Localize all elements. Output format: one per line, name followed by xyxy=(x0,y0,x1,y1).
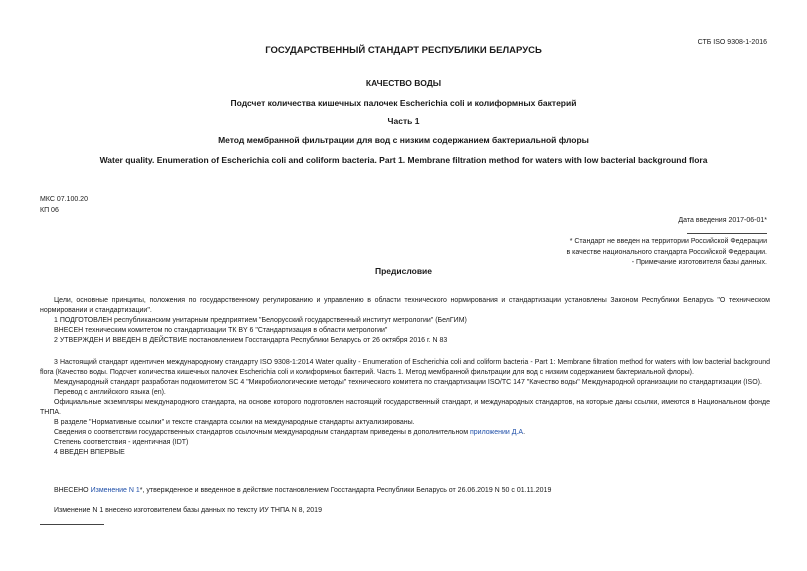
paragraph: 3 Настоящий стандарт идентичен международному стандарту ISO 9308-1:2014 Water quality - Enumeration of Escherichia coli and coliform bacteria - Part 1: Membrane filtration method for waters with low bacterial background flora (Качество воды. Подсчет количества кишечных палочек Escherichia coli и колиформных бактерий. Часть 1. Метод мембранной фильтрации для вод с низким содержанием бактериальной флоры). xyxy=(40,359,770,376)
document-subtitle: Подсчет количества кишечных палочек Escherichia coli и колиформных бактерий xyxy=(230,98,577,108)
preface-block-2 xyxy=(40,358,770,458)
paragraph: В разделе "Нормативные ссылки" и тексте стандарта ссылки на международные стандарты актуализированы. xyxy=(54,419,415,426)
footnote-line: * Стандарт не введен на территории Российской Федерации xyxy=(569,238,767,245)
preface-title: Предисловие xyxy=(374,266,433,276)
amendment-prefix: ВНЕСЕНО xyxy=(54,487,89,494)
paragraph: Официальные экземпляры международного стандарта, на основе которого подготовлен настоящий государственный стандарт, и международных стандартов, на которые даны ссылки, имеются в Национальном фонде ТНПА. xyxy=(40,399,770,416)
amendment-link[interactable]: Изменение N 1 xyxy=(90,487,140,494)
mks-code: МКС 07.100.20 xyxy=(40,196,88,203)
paragraph: 2 УТВЕРЖДЕН И ВВЕДЕН В ДЕЙСТВИЕ постановлением Госстандарта Республики Беларусь от 26 октября 2016 г. N 83 xyxy=(54,337,448,344)
paragraph: Изменение N 1 внесено изготовителем базы данных по тексту ИУ ТНПА N 8, 2019 xyxy=(54,507,322,514)
kp-code: КП 06 xyxy=(40,207,59,214)
paragraph: 1 ПОДГОТОВЛЕН республиканским унитарным предприятием "Белорусский государственный институт метрологии" (БелГИМ) xyxy=(54,317,467,324)
document-title: КАЧЕСТВО ВОДЫ xyxy=(365,78,442,88)
amendment-text: *, утвержденное и введенное в действие постановлением Госстандарта Республики Беларусь от 26.06.2019 N 50 с 01.11.2019 xyxy=(139,487,552,494)
amendment xyxy=(40,486,770,496)
part-number: Часть 1 xyxy=(387,116,420,126)
paragraph-end: . xyxy=(523,429,526,436)
footnote xyxy=(566,237,767,269)
paragraph: 4 ВВЕДЕН ВПЕРВЫЕ xyxy=(54,449,125,456)
paragraph: Степень соответствия - идентичная (IDT) xyxy=(54,439,189,446)
paragraph xyxy=(40,486,770,496)
paragraph xyxy=(40,428,770,438)
english-title: Water quality. Enumeration of Escherichia coli and coliform bacteria. Part 1. Membrane filtration method for waters with low bacterial background flora xyxy=(99,155,708,165)
footnote-line: - Примечание изготовителя базы данных. xyxy=(631,259,767,266)
amendment-note xyxy=(40,506,770,516)
paragraph: Международный стандарт разработан подкомитетом SC 4 "Микробиологические методы" технического комитета по стандартизации ISO/TC 147 "Качество воды" Международной организации по стандартизации (ISO). xyxy=(54,379,762,386)
standard-code: СТБ ISO 9308-1-2016 xyxy=(697,39,767,46)
paragraph-text: Сведения о соответствии государственных стандартов ссылочным международным стандартам приведены в дополнительном xyxy=(54,429,469,436)
paragraph: Цели, основные принципы, положения по государственному регулированию и управлению в области технического нормирования и стандартизации установлены Законом Республики Беларусь "О техническом нормировании и стандартизации". xyxy=(40,297,770,314)
paragraph: ВНЕСЕН техническим комитетом по стандартизации ТК BY 6 "Стандартизация в области метрологии" xyxy=(54,327,388,334)
footnote-line: в качестве национального стандарта Российской Федерации. xyxy=(566,248,767,256)
introduction-date: Дата введения 2017-06-01* xyxy=(678,217,767,224)
state-standard-heading: ГОСУДАРСТВЕННЫЙ СТАНДАРТ РЕСПУБЛИКИ БЕЛАРУСЬ xyxy=(265,45,542,56)
bottom-divider xyxy=(40,524,104,525)
paragraph: Перевод с английского языка (en). xyxy=(54,389,166,396)
appendix-link[interactable]: приложении Д.А xyxy=(469,429,524,436)
part-title: Метод мембранной фильтрации для вод с низким содержанием бактериальной флоры xyxy=(218,135,589,145)
preface-block-1 xyxy=(40,296,770,346)
footnote-divider xyxy=(687,233,767,234)
